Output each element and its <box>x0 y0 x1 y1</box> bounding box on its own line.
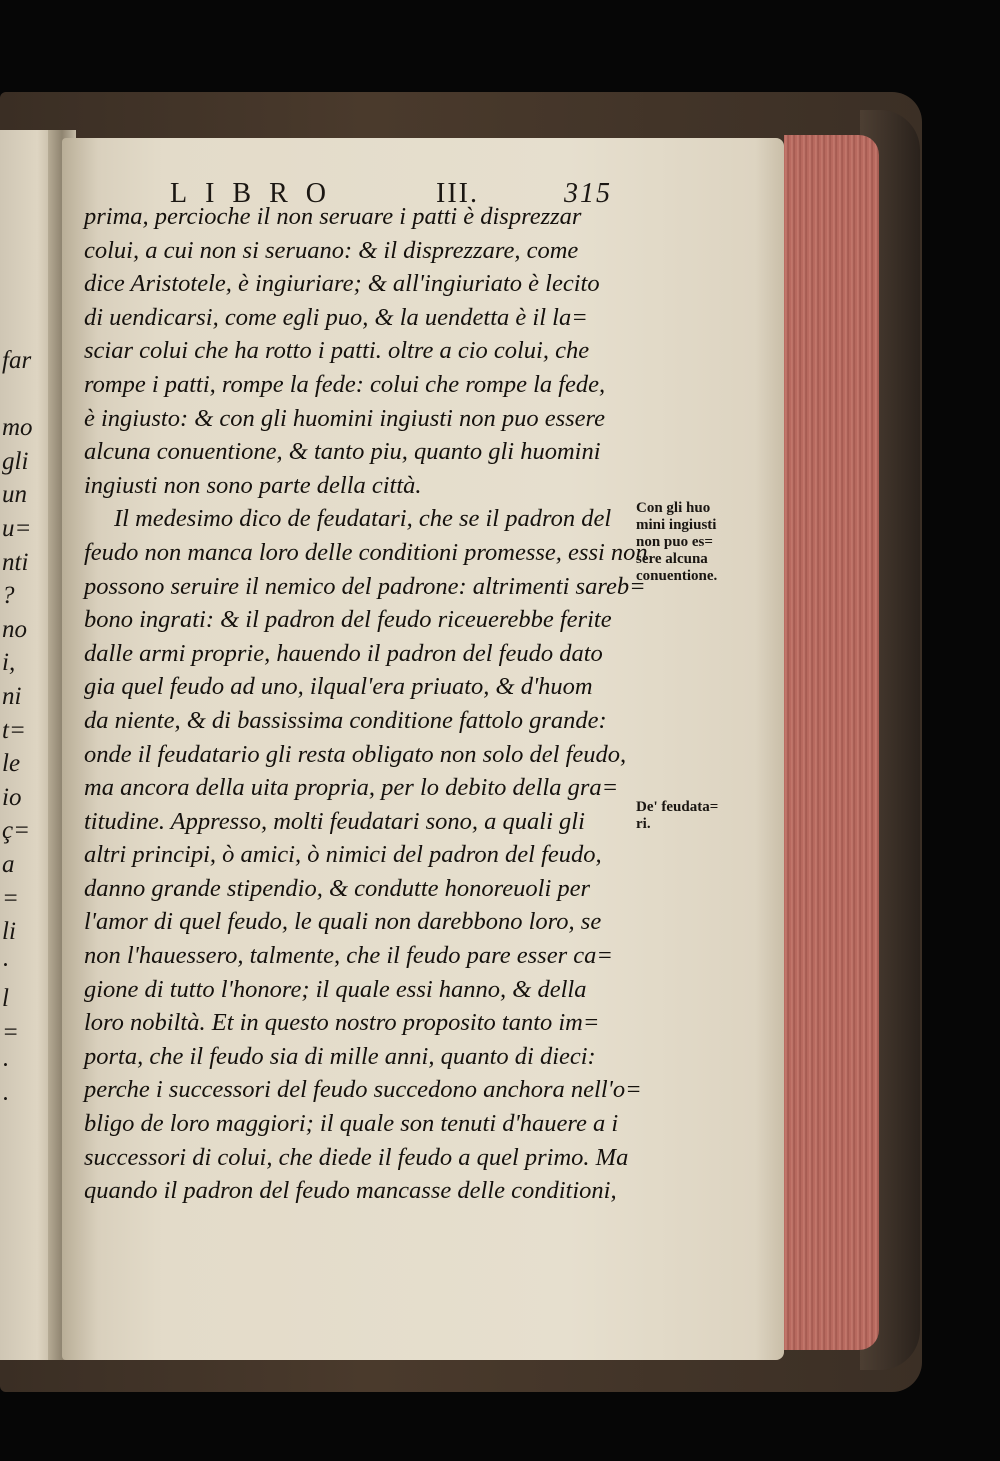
left-page-fragment: li <box>2 918 16 946</box>
text-line: non l'hauessero, talmente, che il feudo pare esser ca= <box>84 942 613 970</box>
text-line: da niente, & di bassissima conditione fattolo grande: <box>84 706 607 734</box>
left-page-fragment: le <box>2 750 21 778</box>
text-line: è ingiusto: & con gli huomini ingiusti non puo essere <box>84 404 606 432</box>
text-line: perche i successori del feudo succedono anchora nell'o= <box>84 1076 642 1104</box>
text-line: possono seruire il nemico del padrone: altrimenti sareb= <box>84 572 646 600</box>
page-number: 315 <box>564 178 612 209</box>
left-page-fragment: ? <box>2 582 15 610</box>
left-page-fragment: nti <box>2 548 29 576</box>
left-page-fragment: u= <box>2 514 32 542</box>
text-line: bono ingrati: & il padron del feudo riceuerebbe ferite <box>84 606 612 634</box>
left-page-fragment: mo <box>2 414 33 442</box>
left-page-fragment: = <box>2 1018 19 1046</box>
left-page-fragment: i, <box>2 649 16 677</box>
text-line: rompe i patti, rompe la fede: colui che rompe la fede, <box>84 370 606 398</box>
text-line: l'amor di quel feudo, le quali non darebbono loro, se <box>84 908 602 936</box>
text-line: dice Aristotele, è ingiuriare; & all'ingiuriato è lecito <box>84 270 600 298</box>
text-line: danno grande stipendio, & condutte honoreuoli per <box>84 874 591 902</box>
margin-note-line: sere alcuna <box>636 551 708 567</box>
left-page-fragment: a <box>2 850 15 878</box>
text-line: titudine. Appresso, molti feudatari sono, a quali gli <box>84 807 585 835</box>
left-page-fragment: un <box>2 481 27 509</box>
running-head-book: III. <box>436 178 479 209</box>
text-line: successori di colui, che diede il feudo a quel primo. Ma <box>84 1143 629 1171</box>
left-page-fragment: gli <box>2 447 29 475</box>
text-line: bligo de loro maggiori; il quale son tenuti d'hauere a i <box>84 1110 619 1138</box>
left-page-fragment: io <box>2 783 22 811</box>
margin-note-line: mini ingiusti <box>636 517 717 533</box>
text-line: gione di tutto l'honore; il quale essi hanno, & della <box>84 975 587 1003</box>
text-line: onde il feudatario gli resta obligato non solo del feudo, <box>84 740 627 768</box>
text-line: dalle armi proprie, hauendo il padron del feudo dato <box>84 639 603 667</box>
margin-note-line: conuentione. <box>636 568 718 584</box>
text-line: altri principi, ò amici, ò nimici del padron del feudo, <box>84 841 602 869</box>
text-line: porta, che il feudo sia di mille anni, quanto di dieci: <box>84 1042 596 1070</box>
left-page-fragment: · <box>2 1052 9 1080</box>
left-page-fragment: · <box>2 1086 9 1114</box>
running-head-title: LIBRO <box>170 178 344 209</box>
text-line: ma ancora della uita propria, per lo debito della gra= <box>84 774 619 802</box>
margin-note-feudatari <box>636 799 756 833</box>
margin-note-line: non puo es= <box>636 534 713 550</box>
page-edges <box>784 135 879 1350</box>
text-line: di uendicarsi, come egli puo, & la uendetta è il la= <box>84 303 588 331</box>
left-page-fragment: no <box>2 615 27 643</box>
text-line: ingiusti non sono parte della città. <box>84 471 422 499</box>
left-page-fragment: t= <box>2 716 26 744</box>
left-page-fragment: far <box>2 347 32 374</box>
text-line: loro nobiltà. Et in questo nostro proposito tanto im= <box>84 1009 600 1037</box>
text-line: gia quel feudo ad uno, ilqual'era priuato, & d'huom <box>84 673 593 701</box>
left-page-fragment: · <box>2 951 9 979</box>
left-page-fragment: ç= <box>2 817 30 845</box>
margin-note-line: Con gli huo <box>636 500 711 516</box>
left-page-fragment: = <box>2 884 19 912</box>
text-line: alcuna conuentione, & tanto piu, quanto gli huomini <box>84 438 601 466</box>
text-line: quando il padron del feudo mancasse delle conditioni, <box>84 1177 617 1205</box>
text-line: colui, a cui non si seruano: & il disprezzare, come <box>84 236 579 264</box>
margin-note-line: ri. <box>636 816 651 832</box>
text-line: sciar colui che ha rotto i patti. oltre a cio colui, che <box>84 337 590 365</box>
margin-note-ingiusti <box>636 500 756 585</box>
main-text <box>84 200 648 1208</box>
margin-note-line: De' feudata= <box>636 799 719 815</box>
left-page-fragment: l <box>2 985 9 1013</box>
text-line: feudo non manca loro delle conditioni promesse, essi non <box>84 538 648 566</box>
left-page-fragment: ni <box>2 682 22 710</box>
text-line: Il medesimo dico de feudatari, che se il padron del <box>114 505 612 533</box>
text-line: prima, percioche il non seruare i patti è disprezzar <box>84 203 582 230</box>
